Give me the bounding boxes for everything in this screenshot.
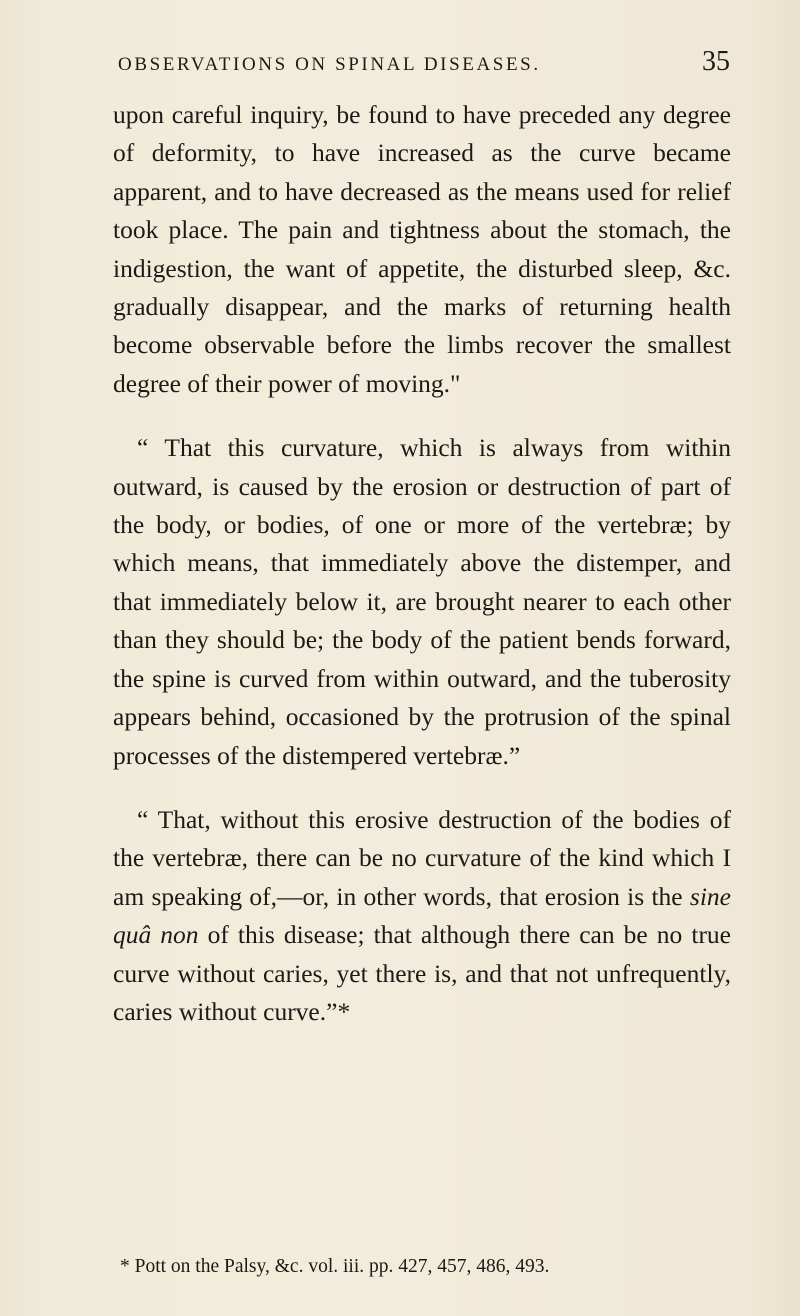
paragraph-3 <box>113 801 731 1031</box>
paragraph-3-text-before: “ That, without this erosive destruction of the bodies of the vertebræ, there can be no curvature of the kind which I am speaking of,—or, in other words, that erosion is the <box>113 804 731 911</box>
italic-phrase: sine quâ non <box>113 881 731 950</box>
paragraph-1: upon careful inquiry, be found to have preceded any degree of deformity, to have increased as the curve became apparent, and to have decreased as the means used for relief took place. The pain and tightness about the stomach, the indigestion, the want of appetite, the disturbed sleep, &c. gradually disappear, and the marks of returning health become observable before the limbs recover the smallest degree of their power of moving." <box>113 100 731 398</box>
paragraph-3-text-after: of this disease; that although there can be no true curve without caries, yet there is, and that not unfrequently, caries without curve.”* <box>113 920 732 1026</box>
running-title: OBSERVATIONS ON SPINAL DISEASES. <box>118 54 541 75</box>
body-text <box>113 96 731 1031</box>
footnote: * Pott on the Palsy, &c. vol. iii. pp. 427, 457, 486, 493. <box>120 1256 550 1277</box>
running-head <box>118 44 730 84</box>
page-number: 35 <box>702 46 730 77</box>
paragraph-2: “ That this curvature, which is always from within outward, is caused by the erosion or destruction of part of the body, or bodies, of one or more of the vertebræ; by which means, that immediately above the distemper, and that immediately below it, are brought nearer to each other than they should be; the body of the patient bends forward, the spine is curved from within outward, and the tuberosity appears behind, occasioned by the protrusion of the spinal processes of the distempered vertebræ.” <box>113 433 731 770</box>
